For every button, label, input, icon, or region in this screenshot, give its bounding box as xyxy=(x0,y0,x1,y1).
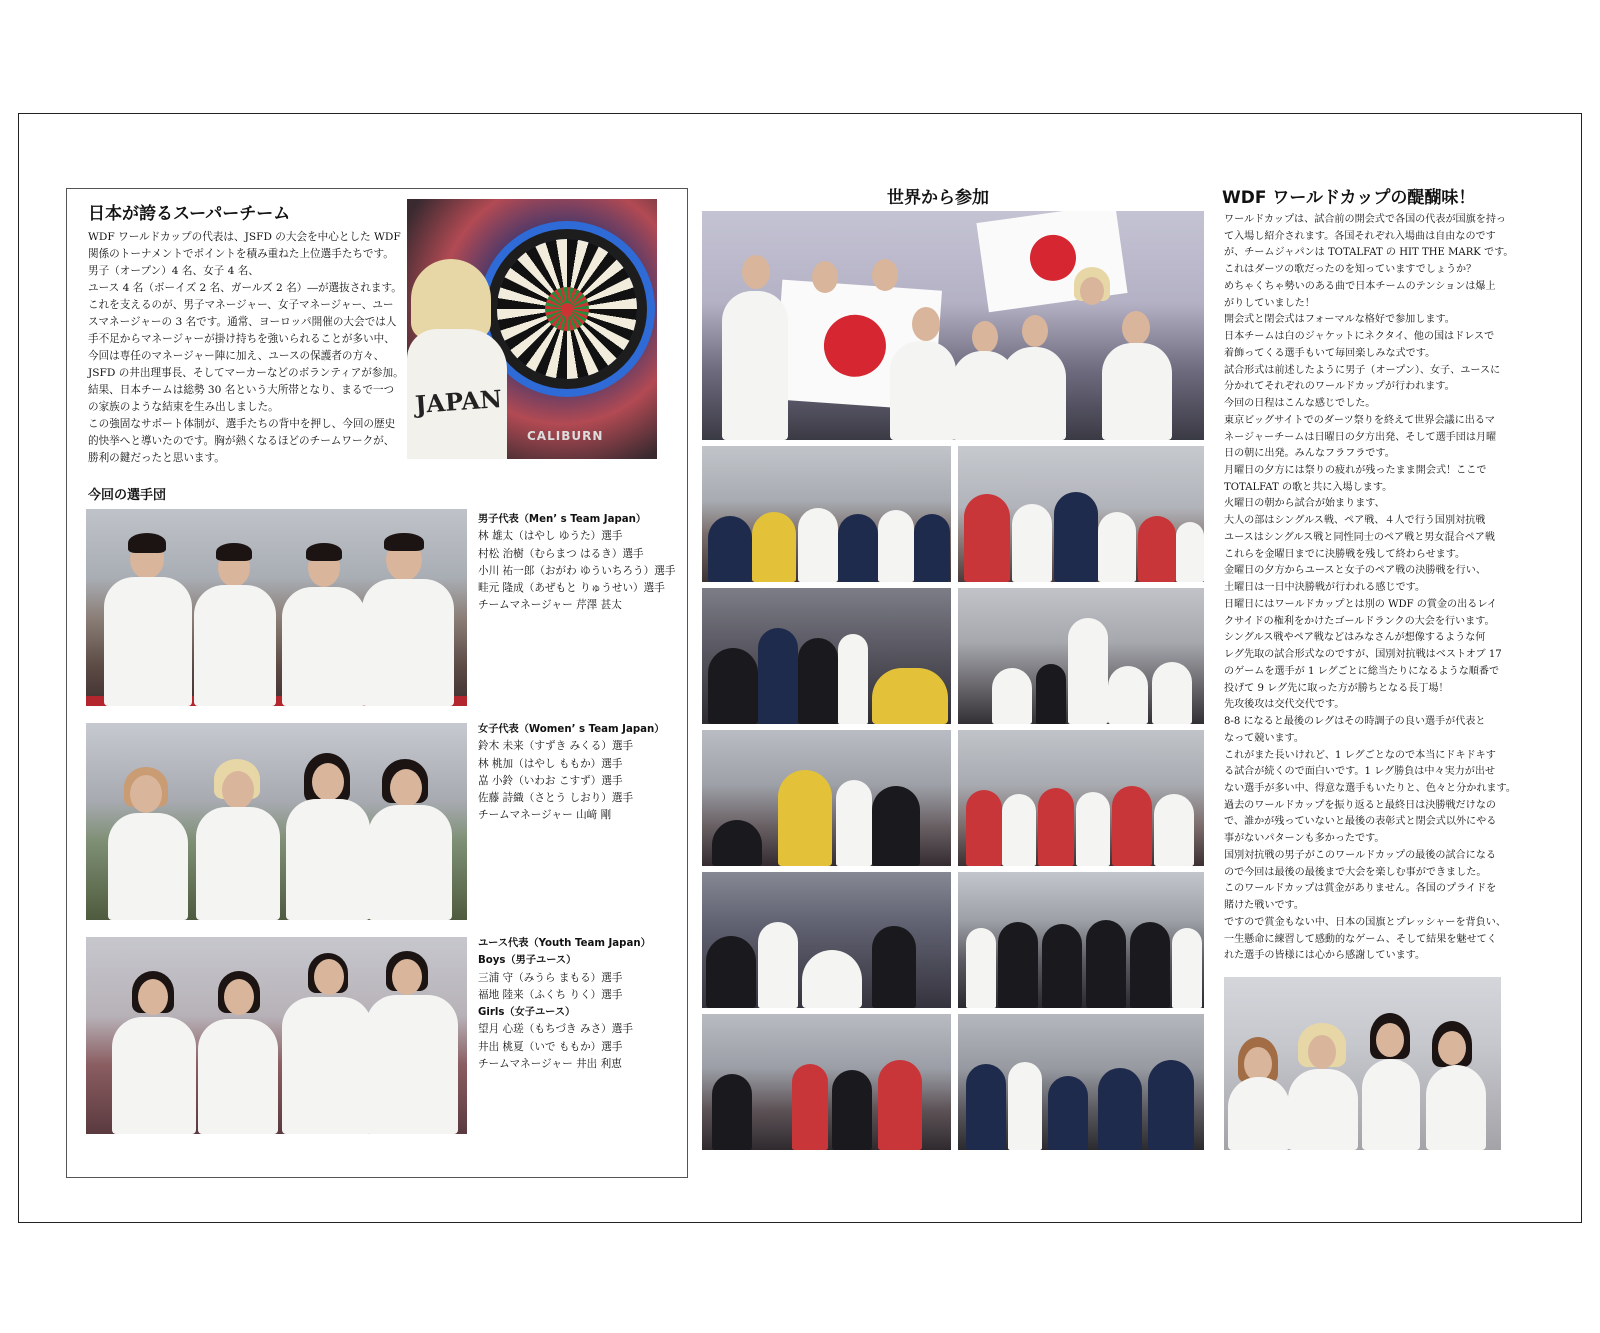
youth-girls-label: Girls（女子ユース） xyxy=(478,1007,576,1019)
article-line: このワールドカップは賞金がありません。各国のプライドを xyxy=(1224,883,1497,895)
team-photo-grid-4 xyxy=(958,588,1204,724)
youth-line: 福地 陸来（ふくち りく）選手 xyxy=(478,988,623,1001)
dartboard-image xyxy=(497,239,637,379)
team-photo-grid-3 xyxy=(702,588,951,724)
squad-title: 今回の選手団 xyxy=(88,488,167,503)
youth-heading: ユース代表（Youth Team Japan） xyxy=(478,938,651,949)
article-line: ので今回は最後の最後まで大会を楽しむ事ができました。 xyxy=(1224,866,1487,878)
article-line: 金曜日の夕方からユースと女子のペア戦の決勝戦を行い、 xyxy=(1224,565,1486,577)
team-photo-grid-9 xyxy=(702,1014,951,1150)
article-line: れた選手の皆様には心から感謝しています。 xyxy=(1224,950,1426,962)
mens-line: チームマネージャー 芹澤 甚太 xyxy=(478,599,622,612)
womens-line: 林 桃加（はやし ももか）選手 xyxy=(478,757,623,770)
article-line: クサイドの権利をかけたゴールドランクの大会を行います。 xyxy=(1224,615,1495,627)
mens-line: 村松 治樹（むらまつ はるき）選手 xyxy=(478,547,644,560)
intro-line: 勝利の鍵だったと思います。 xyxy=(88,452,225,464)
youth-team-photo xyxy=(86,937,467,1134)
team-photo-grid-7 xyxy=(702,872,951,1008)
article-line: 一生懸命に練習して感動的なゲーム、そして結果を魅せてく xyxy=(1224,933,1497,945)
article-line: シングルス戦やペア戦などはみなさんが想像するような何 xyxy=(1224,632,1486,644)
article-line: ユースはシングルス戦と同性同士のペア戦と男女混合ペア戦 xyxy=(1224,531,1495,543)
team-photo-grid-8 xyxy=(958,872,1204,1008)
team-photo-grid-2 xyxy=(958,446,1204,582)
article-line: 土曜日は一日中決勝戦が行われる感じです。 xyxy=(1224,582,1426,594)
article-line: がりしていました！ xyxy=(1224,297,1315,309)
article-line: で、誰かが残っていないと最後の表彰式と閉会式以外にやる xyxy=(1224,816,1497,828)
article-line: 国別対抗戦の男子がこのワールドカップの最後の試合になる xyxy=(1224,849,1496,861)
article-line: 着飾ってくる選手もいて毎回楽しみな式です。 xyxy=(1224,347,1436,359)
team-photo-grid-5 xyxy=(702,730,951,866)
article-line: ネージャーチームは日曜日の夕方出発、そして選手団は月曜 xyxy=(1224,431,1497,443)
womens-line: 嵓 小鈴（いわお こすず）選手 xyxy=(478,774,623,787)
article-line: て入場し紹介されます。各国それぞれ入場曲は自由なのです xyxy=(1224,230,1496,242)
mens-heading: 男子代表（Men’ s Team Japan） xyxy=(478,514,647,525)
youth-roster xyxy=(478,935,651,1073)
intro-line: 男子（オープン）4 名、女子 4 名、 xyxy=(88,265,259,277)
mens-roster xyxy=(478,511,675,615)
intro-line: JSFD の井出理事長、そしてマーカーなどのボランティアが参加。 xyxy=(88,367,404,379)
article-line: 今回の日程はこんな感じでした。 xyxy=(1224,398,1376,410)
article-line: 火曜日の朝から試合が始まります、 xyxy=(1224,498,1385,510)
opening-ceremony-photo xyxy=(702,211,1204,440)
article-line: 分かれてそれぞれのワールドカップが行われます。 xyxy=(1224,381,1455,393)
intro-line: これを支えるのが、男子マネージャー、女子マネージャー、ユー xyxy=(88,299,394,311)
womens-roster xyxy=(478,721,664,825)
youth-boys-label: Boys（男子ユース） xyxy=(478,955,577,967)
article-line: 過去のワールドカップを振り返ると最終日は決勝戦だけなの xyxy=(1224,799,1496,811)
intro-line: 今回は専任のマネージャー陣に加え、ユースの保護者の方々、 xyxy=(88,350,385,362)
article-line: が、チームジャパンは TOTALFAT の HIT THE MARK です。 xyxy=(1224,247,1514,259)
article-line: これらを金曜日までに決勝戦を残して終わらせます。 xyxy=(1224,548,1466,560)
mens-line: 小川 祐一郎（おがわ ゆういちろう）選手 xyxy=(478,564,676,577)
article-line: 投げて 9 レグ先に取った方が勝ちとなる長丁場！ xyxy=(1224,682,1449,694)
womens-line: 鈴木 未来（すずき みくる）選手 xyxy=(478,740,634,753)
article-line: 日本チームは白のジャケットにネクタイ、他の国はドレスで xyxy=(1224,331,1495,343)
mens-line: 畦元 隆成（あぜもと りゅうせい）選手 xyxy=(478,582,665,595)
article-line: ですので賞金もない中、日本の国旗とプレッシャーを背負い、 xyxy=(1224,916,1506,928)
article-line: これがまた長いけれど、1 レグごとなので本当にドキドキす xyxy=(1224,749,1496,761)
youth-line: 井出 桃夏（いで ももか）選手 xyxy=(478,1040,623,1053)
hero-photo xyxy=(407,199,657,459)
youth-line: 望月 心瑳（もちづき みさ）選手 xyxy=(478,1023,633,1036)
middle-column-title: 世界から参加 xyxy=(887,188,989,208)
mens-line: 林 雄太（はやし ゆうた）選手 xyxy=(478,530,623,543)
right-body-text xyxy=(1224,212,1516,965)
article-line: レグ先取の試合形式なのですが、国別対抗戦はベストオブ 17 xyxy=(1224,649,1502,661)
youth-line: チームマネージャー 井出 利恵 xyxy=(478,1058,622,1071)
article-line: ない選手が多い中、得意な選手もいたりと、色々と分かれます。 xyxy=(1224,782,1516,794)
article-line: TOTALFAT の歌と共に入場します。 xyxy=(1224,481,1393,493)
article-line: 日の朝に出発。みんなフラフラです。 xyxy=(1224,448,1395,460)
team-photo-grid-10 xyxy=(958,1014,1204,1150)
article-line: なって競います。 xyxy=(1224,732,1304,744)
article-line: 東京ビッグサイトでのダーツ祭りを終えて世界会議に出るマ xyxy=(1224,414,1496,426)
article-line: 日曜日にはワールドカップとは別の WDF の賞金の出るレイ xyxy=(1224,598,1498,610)
article-line: 賭けた戦いです。 xyxy=(1224,900,1304,912)
article-line: る試合が続くので面白いです。1 レグ勝負は中々実力が出せ xyxy=(1224,766,1496,778)
article-line: 開会式と閉会式はフォーマルな格好で参加します。 xyxy=(1224,314,1455,326)
intro-line: 的快挙へと導いたのです。胸が熱くなるほどのチームワークが、 xyxy=(88,435,395,447)
womens-line: 佐藤 詩織（さとう しおり）選手 xyxy=(478,792,634,805)
intro-line: ユース 4 名（ボーイズ 2 名、ガールズ 2 名）―が選抜されます。 xyxy=(88,282,402,294)
article-line: 8-8 になると最後のレグはその時調子の良い選手が代表と xyxy=(1224,716,1486,728)
shirt-japan-text: JAPAN xyxy=(414,384,503,419)
left-page-title: 日本が誇るスーパーチーム xyxy=(88,204,291,224)
mens-team-photo xyxy=(86,509,467,706)
article-line: 先攻後攻は交代交代です。 xyxy=(1224,699,1345,711)
team-photo-grid-1 xyxy=(702,446,951,582)
article-line: 事がないパターンも多かったです。 xyxy=(1224,833,1385,845)
right-column-title: WDF ワールドカップの醍醐味！ xyxy=(1222,188,1476,208)
intro-text xyxy=(88,229,404,467)
womens-line: チームマネージャー 山﨑 剛 xyxy=(478,809,612,822)
board-brand-text: CALIBURN xyxy=(527,429,604,443)
article-line: ワールドカップは、試合前の開会式で各国の代表が国旗を持っ xyxy=(1224,214,1507,225)
intro-line: WDF ワールドカップの代表は、JSFD の大会を中心とした WDF xyxy=(88,231,401,243)
youth-line: 三浦 守（みうら まもる）選手 xyxy=(478,971,623,984)
womens-celebration-photo xyxy=(1224,977,1501,1150)
intro-line: スマネージャーの 3 名です。通常、ヨーロッパ開催の大会では人 xyxy=(88,316,397,328)
intro-line: の家族のような結束を生み出しました。 xyxy=(88,401,279,413)
intro-line: この強固なサポート体制が、選手たちの背中を押し、今回の歴史 xyxy=(88,418,396,430)
intro-line: 手不足からマネージャーが掛け持ちを強いられることが多い中、 xyxy=(88,333,395,345)
article-line: 月曜日の夕方には祭りの疲れが残ったまま開会式！ここで xyxy=(1224,465,1487,477)
intro-line: 結果、日本チームは総勢 30 名という大所帯となり、まるで一つ xyxy=(88,384,395,396)
womens-heading: 女子代表（Women’ s Team Japan） xyxy=(478,724,665,735)
article-line: これはダーツの歌だったのを知っていますでしょうか？ xyxy=(1224,264,1477,276)
womens-team-photo xyxy=(86,723,467,920)
article-line: 大人の部はシングルス戦、ペア戦、４人で行う国別対抗戦 xyxy=(1224,515,1486,527)
article-line: めちゃくちゃ勢いのある曲で日本チームのテンションは爆上 xyxy=(1224,280,1496,292)
intro-line: 関係のトーナメントでポイントを積み重ねた上位選手たちです。 xyxy=(88,248,394,260)
article-line: 試合形式は前述したように男子（オープン）、女子、ユースに xyxy=(1224,364,1501,376)
article-line: のゲームを選手が 1 レグごとに総当たりになるような順番で xyxy=(1224,665,1500,677)
team-photo-grid-6 xyxy=(958,730,1204,866)
